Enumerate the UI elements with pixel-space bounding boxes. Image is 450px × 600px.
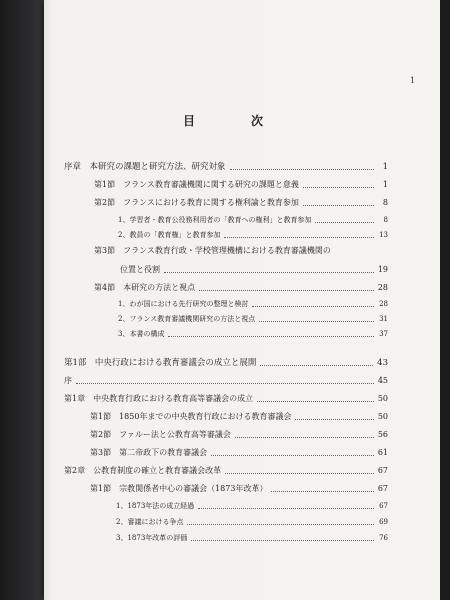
- toc-entry: 1、学習者・教育公役務利用者の「教育への権利」と教育参加 8: [118, 216, 388, 224]
- toc-entry-chapter: 第2章 公教育制度の確立と教育審議会改革 67: [64, 466, 388, 475]
- toc-entry: 序 45: [64, 376, 388, 385]
- toc-entry-heading: 第3節 フランス教育行政・学校管理機構における教育審議機関の: [94, 246, 331, 255]
- toc-entry-chapter: 第1章 中央教育行政における教育高等審議会の成立 50: [64, 394, 388, 403]
- toc-entry: 1、わが国における先行研究の整理と検討 28: [118, 300, 388, 308]
- toc-entry: 第2節 ファルー法と公教育高等審議会 56: [90, 430, 388, 439]
- page-number: 1: [410, 76, 416, 85]
- toc-entry: 第4節 本研究の方法と視点 28: [94, 283, 388, 292]
- toc-entry: 第1節 フランス教育審議機関に関する研究の課題と意義 1: [94, 180, 388, 189]
- toc-entry-intro: 序章 本研究の課題と研究方法、研究対象 1: [64, 162, 388, 172]
- toc-entry: 第2節 フランスにおける教育に関する権利論と教育参加 8: [94, 198, 388, 207]
- toc-entry-part: 第1部 中央行政における教育審議会の成立と展開 43: [64, 358, 388, 368]
- toc-entry: 2、フランス教育審議機関研究の方法と視点 31: [118, 315, 388, 323]
- toc-entry: 3、本書の構成 37: [118, 330, 388, 338]
- toc-entry: 第3節 第二帝政下の教育審議会 61: [90, 448, 388, 457]
- toc-entry: 1、1873年法の成立経過 67: [116, 502, 388, 510]
- right-dark-edge: [440, 0, 450, 600]
- toc-entry: 3、1873年改革の評価 76: [116, 534, 388, 542]
- book-page: [44, 0, 440, 600]
- toc-entry: 2、教員の「教育権」と教育参加 13: [118, 231, 388, 239]
- toc-entry: 位置と役割 19: [120, 265, 388, 274]
- left-dark-edge: [0, 0, 44, 600]
- toc-entry: 第1節 宗教関係者中心の審議会（1873年改革） 67: [90, 484, 388, 493]
- toc-entry: 2、審議における争点 69: [116, 518, 388, 526]
- toc-entry: 第1節 1850年までの中央教育行政における教育審議会 50: [90, 412, 388, 421]
- page-title: 目 次: [182, 114, 285, 128]
